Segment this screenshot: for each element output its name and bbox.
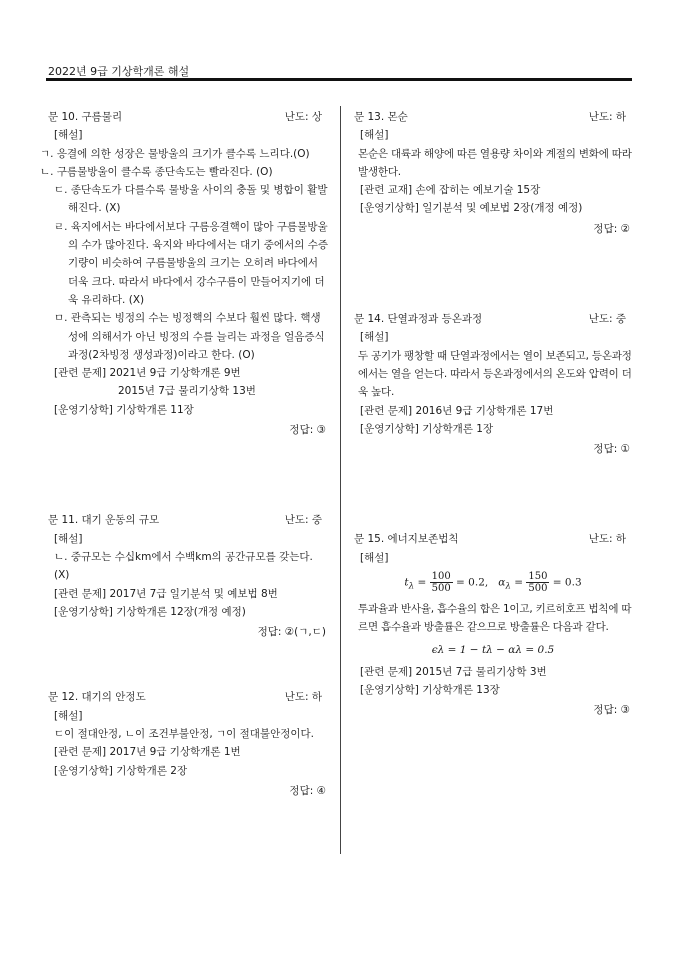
question-10-item-5: ㅁ. 관측되는 빙정의 수는 빙정핵의 수보다 훨씬 많다. 핵생성에 의해서가 아닌 빙정의 수를 늘리는 과정을 얼음증식과정(2차빙정 생성과정)이라고 한다. (O)	[54, 312, 325, 361]
question-14-header	[354, 310, 632, 328]
fraction-2: $\frac{150}{500}$	[528, 571, 548, 595]
question-15-answer: 정답: ③	[593, 704, 630, 717]
question-12-related: [관련 문제] 2017년 9급 기상학개론 1번	[54, 746, 241, 759]
question-14-difficulty: 난도: 중	[588, 313, 626, 326]
question-10	[40, 108, 328, 439]
question-11-label: [해설]	[54, 532, 83, 545]
question-15-text: 투과율과 반사율, 흡수율의 합은 1이고, 키르히호프 법칙에 따르면 흡수율과 방출률은 같으므로 방출률은 다음과 같다.	[358, 602, 632, 634]
question-12-item: ㄷ이 절대안정, ㄴ이 조건부불안정, ㄱ이 절대불안정이다.	[54, 728, 314, 741]
question-11-answer: 정답: ②(ㄱ,ㄷ)	[257, 626, 326, 639]
question-10-item-4: ㄹ. 육지에서는 바다에서보다 구름응결핵이 많아 구름물방울의 수가 많아진다. 육지와 바다에서는 대기 중에서의 수증기량이 비슷하여 구름물방울의 크기는 오히려 바다에서 더욱 크다. 따라서 바다에서 강수구름이 만들어지기에 더욱 유리하다. (X)	[54, 220, 328, 306]
question-13	[354, 108, 632, 238]
question-10-header	[48, 108, 328, 126]
question-13-answer: 정답: ②	[593, 222, 630, 235]
question-15-equation-2: ϵλ = 1 − tλ − αλ = 0.5	[431, 643, 555, 656]
question-10-title: 문 10. 구름물리	[48, 111, 123, 123]
question-10-related-1: [관련 문제] 2021년 9급 기상학개론 9번	[54, 367, 241, 380]
question-14-label: [해설]	[360, 331, 389, 344]
question-12-title: 문 12. 대기의 안정도	[48, 691, 146, 704]
question-11	[48, 511, 328, 641]
question-12	[48, 688, 328, 800]
question-11-related: [관련 문제] 2017년 7급 일기분석 및 예보법 8번	[54, 587, 278, 600]
question-13-related: [관련 교재] 손에 잡히는 예보기술 15장	[360, 184, 541, 197]
question-13-header	[354, 108, 632, 126]
question-12-difficulty: 난도: 하	[284, 691, 322, 704]
question-15-book: [운영기상학] 기상학개론 13장	[360, 684, 500, 697]
question-15-title: 문 15. 에너지보존법칙	[354, 533, 459, 546]
question-13-book: [운영기상학] 일기분석 및 예보법 2장(개정 예정)	[360, 202, 583, 215]
question-14-title: 문 14. 단열과정과 등온과정	[354, 313, 483, 326]
question-10-label: [해설]	[54, 129, 83, 142]
question-11-difficulty: 난도: 중	[284, 514, 322, 527]
question-13-difficulty: 난도: 하	[588, 111, 626, 123]
question-15-label: [해설]	[360, 551, 389, 564]
header-rule	[46, 78, 632, 81]
question-12-header	[48, 688, 328, 706]
question-14-answer: 정답: ①	[593, 443, 630, 456]
question-10-book: [운영기상학] 기상학개론 11장	[54, 403, 194, 416]
question-14-book: [운영기상학] 기상학개론 1장	[360, 422, 494, 435]
question-10-item-3: ㄷ. 종단속도가 다를수록 물방울 사이의 충돌 및 병합이 활발해진다. (X)	[54, 184, 328, 215]
question-13-label: [해설]	[360, 129, 389, 142]
left-column	[40, 108, 328, 800]
question-13-title: 문 13. 몬순	[354, 111, 408, 123]
question-10-difficulty: 난도: 상	[284, 111, 322, 123]
question-10-answer: 정답: ③	[289, 424, 326, 437]
question-14-related: [관련 문제] 2016년 9급 기상학개론 17번	[360, 404, 554, 417]
fraction-1: $\frac{100}{500}$	[431, 571, 451, 595]
question-10-item-2: ㄴ. 구름물방울이 클수록 종단속도는 빨라진다. (O)	[40, 165, 273, 178]
question-15-difficulty: 난도: 하	[588, 533, 626, 546]
question-12-label: [해설]	[54, 709, 83, 722]
question-12-book: [운영기상학] 기상학개론 2장	[54, 764, 188, 777]
question-11-header	[48, 511, 328, 529]
question-15-related: [관련 문제] 2015년 7급 물리기상학 3번	[360, 665, 547, 678]
right-column	[354, 108, 632, 720]
question-12-answer: 정답: ④	[289, 784, 326, 797]
question-13-text: 몬순은 대륙과 해양에 따른 열용량 차이와 계절의 변화에 따라 발생한다.	[358, 147, 632, 178]
question-10-item-1: ㄱ. 응결에 의한 성장은 물방울의 크기가 클수록 느리다.(O)	[40, 147, 310, 160]
question-15	[354, 530, 632, 719]
question-14-text: 두 공기가 팽창할 때 단열과정에서는 열이 보존되고, 등온과정에서는 열을 얻는다. 따라서 등온과정에서의 온도와 압력이 더욱 높다.	[358, 349, 632, 399]
page-header-title: 2022년 9급 기상학개론 해설	[48, 65, 190, 78]
question-10-related-2: 2015년 7급 물리기상학 13번	[118, 385, 256, 398]
question-11-book: [운영기상학] 기상학개론 12장(개정 예정)	[54, 605, 246, 618]
question-11-title: 문 11. 대기 운동의 규모	[48, 514, 160, 527]
question-11-item: ㄴ. 중규모는 수십km에서 수백km의 공간규모를 갖는다.(X)	[54, 550, 313, 582]
question-15-header	[354, 530, 632, 548]
column-divider	[340, 106, 341, 854]
question-15-equation-1: $t_\lambda$ = $\frac{100}{500}$ = 0.2, $\alpha_\lambda$ = $\frac{150}{500}$ = 0.3	[404, 571, 582, 595]
question-14	[354, 310, 632, 458]
